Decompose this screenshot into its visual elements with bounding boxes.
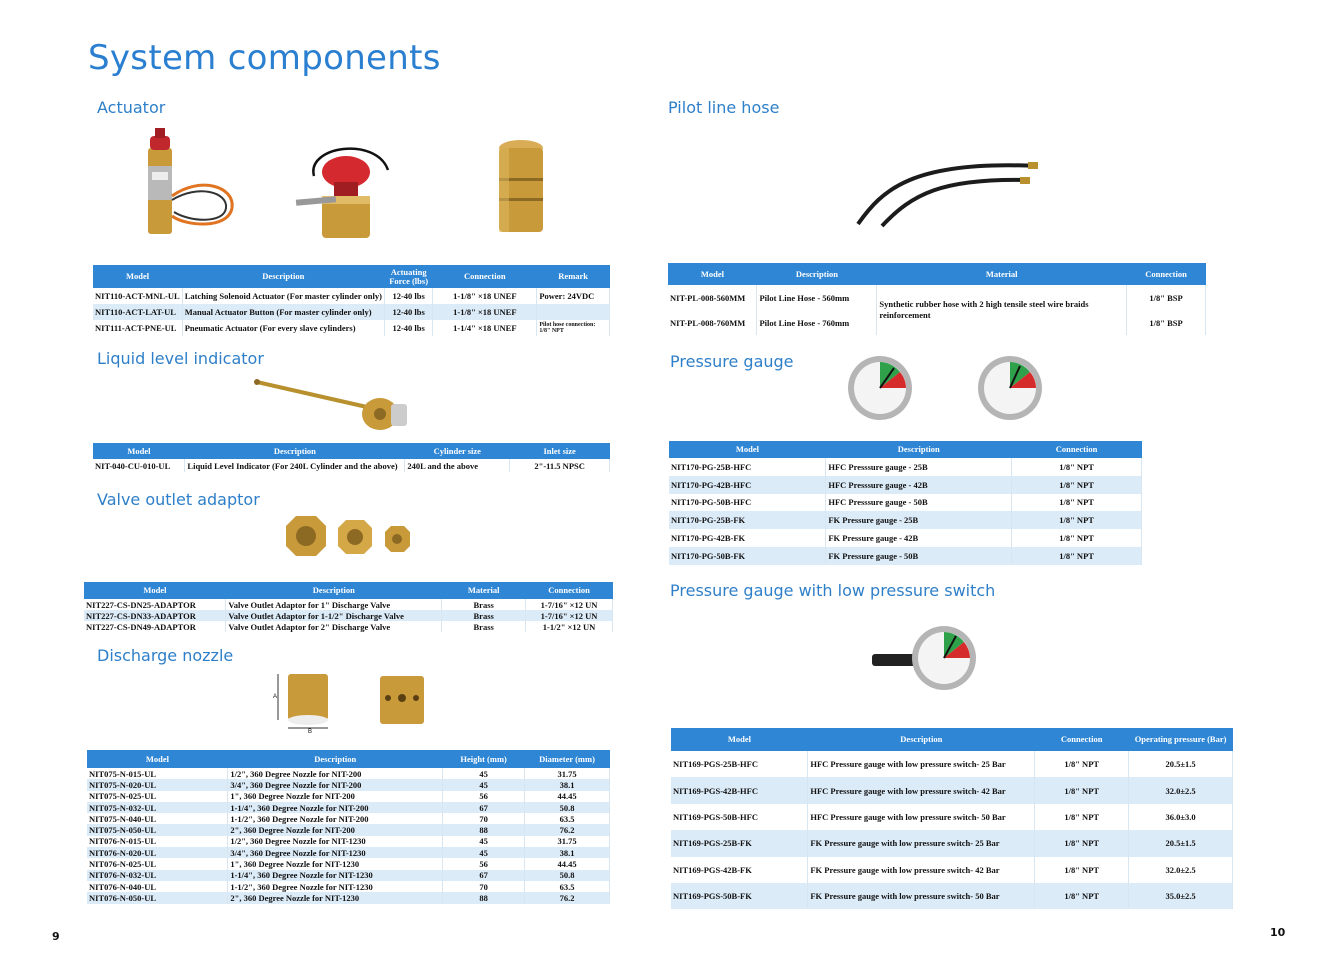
table-cell: Brass	[442, 610, 526, 621]
table-cell: FK Pressure gauge with low pressure switch- 25 Bar	[808, 830, 1035, 856]
table-cell: 1/8" NPT	[1012, 494, 1142, 512]
discharge-nozzle-image	[270, 668, 430, 736]
table-cell: 88	[443, 824, 525, 835]
table-cell: 1-1/2", 360 Degree Nozzle for NIT-1230	[228, 881, 443, 892]
col-header-connection: Connection	[1127, 263, 1206, 285]
col-header-model: Model	[87, 750, 228, 768]
table-cell: NIT075-N-032-UL	[87, 802, 228, 813]
table-cell: Synthetic rubber hose with 2 high tensile steel wire braids reinforcement	[877, 285, 1127, 335]
table-cell: 67	[443, 802, 525, 813]
actuator-table	[93, 265, 610, 336]
section-title-gauge-switch: Pressure gauge with low pressure switch	[670, 581, 996, 600]
table-cell: HFC Presssure gauge - 50B	[826, 494, 1012, 512]
col-header-cylinder-size: Cylinder size	[405, 443, 510, 459]
table-cell: NIT-PL-008-760MM	[668, 310, 757, 335]
table-cell: NIT227-CS-DN49-ADAPTOR	[84, 621, 226, 632]
gauge-switch-image	[872, 624, 982, 692]
pressure-gauge-image-2	[976, 354, 1044, 422]
table-cell: 20.5±1.5	[1129, 830, 1233, 856]
col-header-description: Description	[826, 441, 1012, 458]
col-header-description: Description	[182, 265, 384, 288]
col-header-actuating-force: Actuating Force (lbs)	[384, 265, 432, 288]
table-cell: 2", 360 Degree Nozzle for NIT-200	[228, 824, 443, 835]
col-header-description: Description	[185, 443, 405, 459]
table-cell: 1-7/16" ×12 UN	[526, 610, 613, 621]
table-row	[87, 858, 610, 869]
table-cell: NIT227-CS-DN25-ADAPTOR	[84, 599, 226, 610]
table-cell: Manual Actuator Button (For master cylinder only)	[182, 304, 384, 320]
table-cell: 45	[443, 779, 525, 790]
table-row	[669, 547, 1142, 565]
table-cell: Power: 24VDC	[537, 288, 610, 304]
table-cell: NIT076-N-015-UL	[87, 836, 228, 847]
table-cell: 45	[443, 768, 525, 779]
table-cell: 76.2	[525, 892, 610, 903]
table-cell: FK Pressure gauge with low pressure switch- 50 Bar	[808, 883, 1035, 909]
col-header-model: Model	[84, 582, 226, 599]
table-cell: 44.45	[525, 791, 610, 802]
nozzle-dimension-a: A	[273, 694, 278, 700]
table-cell: 38.1	[525, 847, 610, 858]
pilot-hose-table	[668, 263, 1206, 335]
col-header-connection: Connection	[1035, 728, 1129, 751]
table-cell: 20.5±1.5	[1129, 751, 1233, 777]
liquid-level-table	[93, 443, 610, 472]
table-row	[668, 285, 1206, 310]
valve-adaptor-table	[84, 582, 613, 632]
table-cell: 1/8" NPT	[1012, 511, 1142, 529]
table-cell: 1/8" NPT	[1035, 777, 1129, 803]
table-cell: 1/8" NPT	[1035, 804, 1129, 830]
pilot-hose-image	[852, 150, 1042, 230]
table-row	[87, 836, 610, 847]
table-cell: HFC Presssure gauge - 25B	[826, 458, 1012, 476]
pressure-gauge-image-1	[846, 354, 914, 422]
page-title: System components	[88, 38, 441, 78]
table-row	[87, 847, 610, 858]
table-row	[671, 857, 1233, 883]
page-number-right: 10	[1270, 926, 1286, 939]
table-cell: 32.0±2.5	[1129, 777, 1233, 803]
section-title-actuator: Actuator	[97, 98, 166, 117]
table-cell: 1", 360 Degree Nozzle for NIT-200	[228, 791, 443, 802]
table-cell: 2"-11.5 NPSC	[510, 459, 610, 472]
table-cell: Brass	[442, 599, 526, 610]
section-title-pilot-hose: Pilot line hose	[668, 98, 780, 117]
table-row	[669, 511, 1142, 529]
table-cell: Valve Outlet Adaptor for 2" Discharge Valve	[226, 621, 442, 632]
table-cell: Pilot Line Hose - 560mm	[757, 285, 877, 310]
table-cell: Pneumatic Actuator (For every slave cylinders)	[182, 320, 384, 336]
table-cell: NIT076-N-040-UL	[87, 881, 228, 892]
table-row	[87, 791, 610, 802]
table-cell: 3/4", 360 Degree Nozzle for NIT-200	[228, 779, 443, 790]
col-header-height: Height (mm)	[443, 750, 525, 768]
table-cell: Brass	[442, 621, 526, 632]
table-cell: 63.5	[525, 813, 610, 824]
table-cell: Valve Outlet Adaptor for 1-1/2" Discharge Valve	[226, 610, 442, 621]
table-row	[84, 621, 613, 632]
col-header-description: Description	[808, 728, 1035, 751]
table-cell	[537, 304, 610, 320]
table-cell: 1/8" NPT	[1035, 883, 1129, 909]
table-cell: Valve Outlet Adaptor for 1" Discharge Valve	[226, 599, 442, 610]
table-cell: 12-40 lbs	[384, 288, 432, 304]
table-cell: 56	[443, 858, 525, 869]
table-cell: Pilot Line Hose - 760mm	[757, 310, 877, 335]
table-cell: 1-1/8" ×18 UNEF	[433, 304, 537, 320]
col-header-description: Description	[757, 263, 877, 285]
table-cell: NIT-040-CU-010-UL	[93, 459, 185, 472]
nozzle-dimension-b: B	[308, 729, 313, 735]
section-title-discharge-nozzle: Discharge nozzle	[97, 646, 234, 665]
table-row	[87, 881, 610, 892]
table-cell: NIT169-PGS-42B-FK	[671, 857, 808, 883]
section-title-valve-adaptor: Valve outlet adaptor	[97, 490, 260, 509]
col-header-model: Model	[93, 265, 182, 288]
table-cell: NIT-PL-008-560MM	[668, 285, 757, 310]
table-row	[669, 458, 1142, 476]
gauge-switch-table	[671, 728, 1233, 909]
table-cell: NIT227-CS-DN33-ADAPTOR	[84, 610, 226, 621]
table-cell: 1/8" NPT	[1012, 529, 1142, 547]
table-cell: 50.8	[525, 870, 610, 881]
table-row	[87, 870, 610, 881]
col-header-connection: Connection	[433, 265, 537, 288]
table-cell: NIT169-PGS-50B-FK	[671, 883, 808, 909]
table-cell: 45	[443, 836, 525, 847]
table-cell: 63.5	[525, 881, 610, 892]
table-cell: 1-1/2" ×12 UN	[526, 621, 613, 632]
table-cell: NIT169-PGS-50B-HFC	[671, 804, 808, 830]
table-cell: 70	[443, 813, 525, 824]
table-cell: 1-1/4", 360 Degree Nozzle for NIT-1230	[228, 870, 443, 881]
section-title-liquid-level: Liquid level indicator	[97, 349, 264, 368]
table-row	[93, 288, 610, 304]
table-cell: NIT170-PG-25B-FK	[669, 511, 826, 529]
table-cell: 70	[443, 881, 525, 892]
table-row	[671, 751, 1233, 777]
table-cell: FK Pressure gauge - 42B	[826, 529, 1012, 547]
col-header-description: Description	[226, 582, 442, 599]
table-cell: NIT076-N-032-UL	[87, 870, 228, 881]
table-row	[87, 824, 610, 835]
table-row	[84, 599, 613, 610]
table-cell: 31.75	[525, 836, 610, 847]
table-row	[87, 813, 610, 824]
table-cell: NIT169-PGS-42B-HFC	[671, 777, 808, 803]
table-cell: 32.0±2.5	[1129, 857, 1233, 883]
table-cell: 67	[443, 870, 525, 881]
col-header-material: Material	[442, 582, 526, 599]
discharge-nozzle-table	[87, 750, 610, 904]
table-cell: NIT170-PG-42B-FK	[669, 529, 826, 547]
solenoid-actuator-image	[140, 126, 245, 241]
table-row	[87, 768, 610, 779]
table-cell: NIT075-N-050-UL	[87, 824, 228, 835]
col-header-model: Model	[671, 728, 808, 751]
table-row	[669, 476, 1142, 494]
table-row	[671, 804, 1233, 830]
table-cell: Latching Solenoid Actuator (For master cylinder only)	[182, 288, 384, 304]
col-header-connection: Connection	[1012, 441, 1142, 458]
table-cell: 56	[443, 791, 525, 802]
table-cell: 1/2", 360 Degree Nozzle for NIT-200	[228, 768, 443, 779]
table-cell: NIT170-PG-42B-HFC	[669, 476, 826, 494]
table-cell: 1/8" NPT	[1035, 751, 1129, 777]
table-cell: NIT169-PGS-25B-FK	[671, 830, 808, 856]
table-cell: 1-1/4" ×18 UNEF	[433, 320, 537, 336]
col-header-model: Model	[669, 441, 826, 458]
table-cell: NIT170-PG-50B-HFC	[669, 494, 826, 512]
table-cell: 38.1	[525, 779, 610, 790]
table-cell: NIT076-N-050-UL	[87, 892, 228, 903]
col-header-diameter: Diameter (mm)	[525, 750, 610, 768]
table-cell: NIT170-PG-50B-FK	[669, 547, 826, 565]
table-cell: 35.0±2.5	[1129, 883, 1233, 909]
table-row	[669, 529, 1142, 547]
table-cell: 1", 360 Degree Nozzle for NIT-1230	[228, 858, 443, 869]
table-row	[84, 610, 613, 621]
col-header-connection: Connection	[526, 582, 613, 599]
col-header-remark: Remark	[537, 265, 610, 288]
table-cell: 1-1/4", 360 Degree Nozzle for NIT-200	[228, 802, 443, 813]
table-row	[671, 777, 1233, 803]
table-cell: NIT075-N-020-UL	[87, 779, 228, 790]
table-cell: 12-40 lbs	[384, 320, 432, 336]
table-cell: 3/4", 360 Degree Nozzle for NIT-1230	[228, 847, 443, 858]
table-row	[87, 779, 610, 790]
table-cell: 1/8" NPT	[1012, 458, 1142, 476]
table-cell: 36.0±3.0	[1129, 804, 1233, 830]
table-cell: 12-40 lbs	[384, 304, 432, 320]
table-row	[671, 883, 1233, 909]
table-cell: NIT075-N-015-UL	[87, 768, 228, 779]
table-cell: NIT110-ACT-MNL-UL	[93, 288, 182, 304]
col-header-operating-pressure: Operating pressure (Bar)	[1129, 728, 1233, 751]
table-cell: 1/2", 360 Degree Nozzle for NIT-1230	[228, 836, 443, 847]
table-cell: NIT076-N-025-UL	[87, 858, 228, 869]
table-row	[671, 830, 1233, 856]
table-cell: 1-1/8" ×18 UNEF	[433, 288, 537, 304]
col-header-model: Model	[93, 443, 185, 459]
table-cell: 2", 360 Degree Nozzle for NIT-1230	[228, 892, 443, 903]
pressure-gauge-table	[669, 441, 1142, 565]
table-cell: 1/8" BSP	[1127, 285, 1206, 310]
page-number-left: 9	[52, 930, 60, 943]
table-cell: Pilot hose connection: 1/8" NPT	[537, 320, 610, 336]
table-cell: Liquid Level Indicator (For 240L Cylinder and the above)	[185, 459, 405, 472]
table-cell: NIT110-ACT-LAT-UL	[93, 304, 182, 320]
table-cell: 1/8" NPT	[1035, 857, 1129, 883]
table-cell: 1-7/16" ×12 UN	[526, 599, 613, 610]
col-header-model: Model	[668, 263, 757, 285]
table-cell: 1/8" BSP	[1127, 310, 1206, 335]
table-cell: NIT075-N-025-UL	[87, 791, 228, 802]
manual-actuator-image	[296, 136, 396, 241]
table-cell: 1/8" NPT	[1012, 476, 1142, 494]
table-cell: 76.2	[525, 824, 610, 835]
liquid-level-indicator-image	[255, 374, 415, 439]
table-cell: 45	[443, 847, 525, 858]
section-title-pressure-gauge: Pressure gauge	[670, 352, 794, 371]
table-row	[87, 892, 610, 903]
table-cell: FK Pressure gauge - 25B	[826, 511, 1012, 529]
table-row	[93, 304, 610, 320]
table-cell: NIT075-N-040-UL	[87, 813, 228, 824]
table-cell: NIT076-N-020-UL	[87, 847, 228, 858]
pneumatic-actuator-image	[492, 138, 550, 238]
table-cell: FK Pressure gauge with low pressure switch- 42 Bar	[808, 857, 1035, 883]
table-cell: 31.75	[525, 768, 610, 779]
table-cell: HFC Pressure gauge with low pressure switch- 50 Bar	[808, 804, 1035, 830]
table-cell: NIT169-PGS-25B-HFC	[671, 751, 808, 777]
col-header-material: Material	[877, 263, 1127, 285]
table-cell: HFC Pressure gauge with low pressure switch- 25 Bar	[808, 751, 1035, 777]
table-cell: 1/8" NPT	[1012, 547, 1142, 565]
table-row	[93, 320, 610, 336]
table-cell: 1-1/2", 360 Degree Nozzle for NIT-200	[228, 813, 443, 824]
table-cell: 88	[443, 892, 525, 903]
valve-adaptor-image	[282, 514, 417, 558]
table-cell: 240L and the above	[405, 459, 510, 472]
table-cell: HFC Presssure gauge - 42B	[826, 476, 1012, 494]
table-cell: 1/8" NPT	[1035, 830, 1129, 856]
table-row	[93, 459, 610, 472]
table-row	[669, 494, 1142, 512]
col-header-inlet-size: Inlet size	[510, 443, 610, 459]
table-cell: 50.8	[525, 802, 610, 813]
table-cell: FK Pressure gauge - 50B	[826, 547, 1012, 565]
table-cell: NIT111-ACT-PNE-UL	[93, 320, 182, 336]
table-cell: NIT170-PG-25B-HFC	[669, 458, 826, 476]
table-cell: HFC Pressure gauge with low pressure switch- 42 Bar	[808, 777, 1035, 803]
table-row	[87, 802, 610, 813]
table-cell: 44.45	[525, 858, 610, 869]
col-header-description: Description	[228, 750, 443, 768]
